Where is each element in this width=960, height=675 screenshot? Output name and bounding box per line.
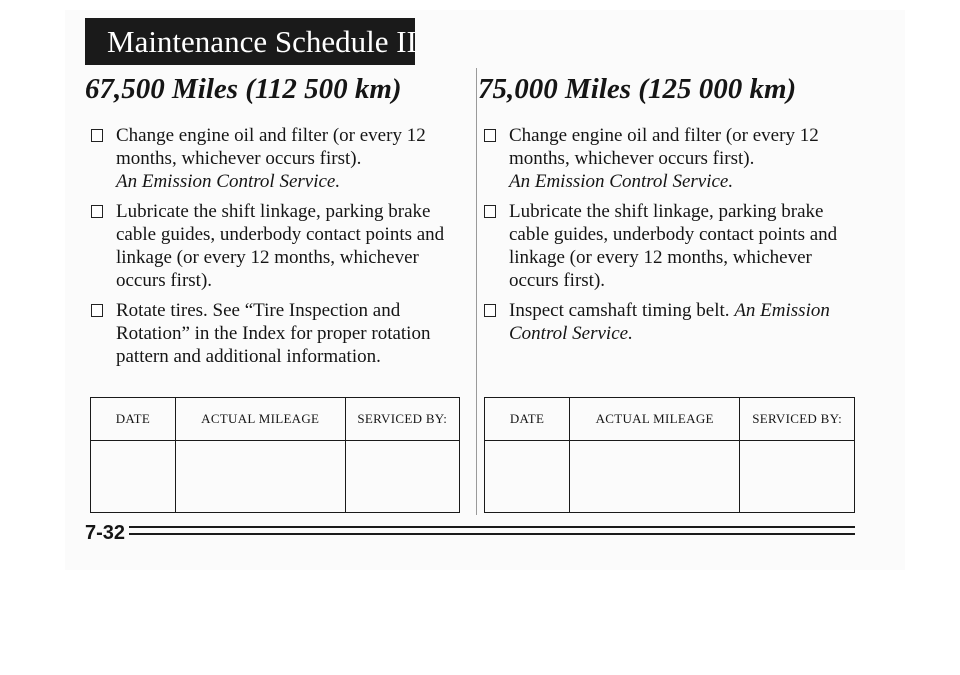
emission-note: An Emission Control Service. — [509, 171, 734, 192]
service-item-text: Change engine oil and filter (or every 12 months, whichever occurs first). — [116, 125, 426, 169]
date-cell[interactable] — [91, 441, 176, 513]
service-item-text: Lubricate the shift linkage, parking brake cable guides, underbody contact points and linkage (or every 12 months, whichever occurs first). — [116, 201, 445, 291]
checkbox-icon[interactable] — [484, 129, 496, 142]
checkbox-icon[interactable] — [484, 304, 496, 317]
footer-rule — [129, 526, 855, 528]
serviced-by-cell[interactable] — [740, 441, 855, 513]
date-header: DATE — [485, 398, 570, 441]
mileage-cell[interactable] — [570, 441, 740, 513]
serviced-by-cell[interactable] — [345, 441, 459, 513]
checkbox-icon[interactable] — [484, 205, 496, 218]
service-item — [478, 299, 858, 345]
date-cell[interactable] — [485, 441, 570, 513]
page-footer — [85, 520, 855, 550]
service-record-table — [90, 397, 460, 513]
mileage-header: ACTUAL MILEAGE — [175, 398, 345, 441]
service-item-text: Inspect camshaft timing belt. — [509, 300, 730, 321]
service-item-text: Lubricate the shift linkage, parking brake cable guides, underbody contact points and linkage (or every 12 months, whichever occurs first). — [509, 201, 838, 291]
service-item — [85, 124, 465, 193]
checkbox-icon[interactable] — [91, 129, 103, 142]
service-item-list — [85, 124, 465, 368]
column-divider — [476, 68, 477, 515]
service-item — [85, 299, 465, 368]
service-item — [478, 200, 858, 292]
service-item-text: Rotate tires. See “Tire Inspection and Rotation” in the Index for proper rotation pattern and additional information. — [116, 300, 431, 367]
service-item-text: Change engine oil and filter (or every 12 months, whichever occurs first). — [509, 125, 819, 169]
page-number: 7-32 — [85, 522, 126, 544]
section-title: Maintenance Schedule II — [85, 18, 415, 65]
checkbox-icon[interactable] — [91, 205, 103, 218]
emission-note: An Emission Control Service. — [116, 171, 341, 192]
interval-heading: 75,000 Miles (125 000 km) — [478, 73, 797, 105]
mileage-header: ACTUAL MILEAGE — [570, 398, 740, 441]
serviced-by-header: SERVICED BY: — [740, 398, 855, 441]
service-item — [478, 124, 858, 193]
date-header: DATE — [91, 398, 176, 441]
service-item — [85, 200, 465, 292]
interval-67500-column — [85, 68, 465, 375]
checkbox-icon[interactable] — [91, 304, 103, 317]
emission-note: An Emission Control Service. — [509, 300, 830, 344]
mileage-cell[interactable] — [175, 441, 345, 513]
footer-rule — [129, 533, 855, 535]
serviced-by-header: SERVICED BY: — [345, 398, 459, 441]
interval-75000-column — [478, 68, 858, 352]
service-record-table — [484, 397, 855, 513]
interval-heading: 67,500 Miles (112 500 km) — [85, 73, 402, 105]
service-item-list — [478, 124, 858, 345]
